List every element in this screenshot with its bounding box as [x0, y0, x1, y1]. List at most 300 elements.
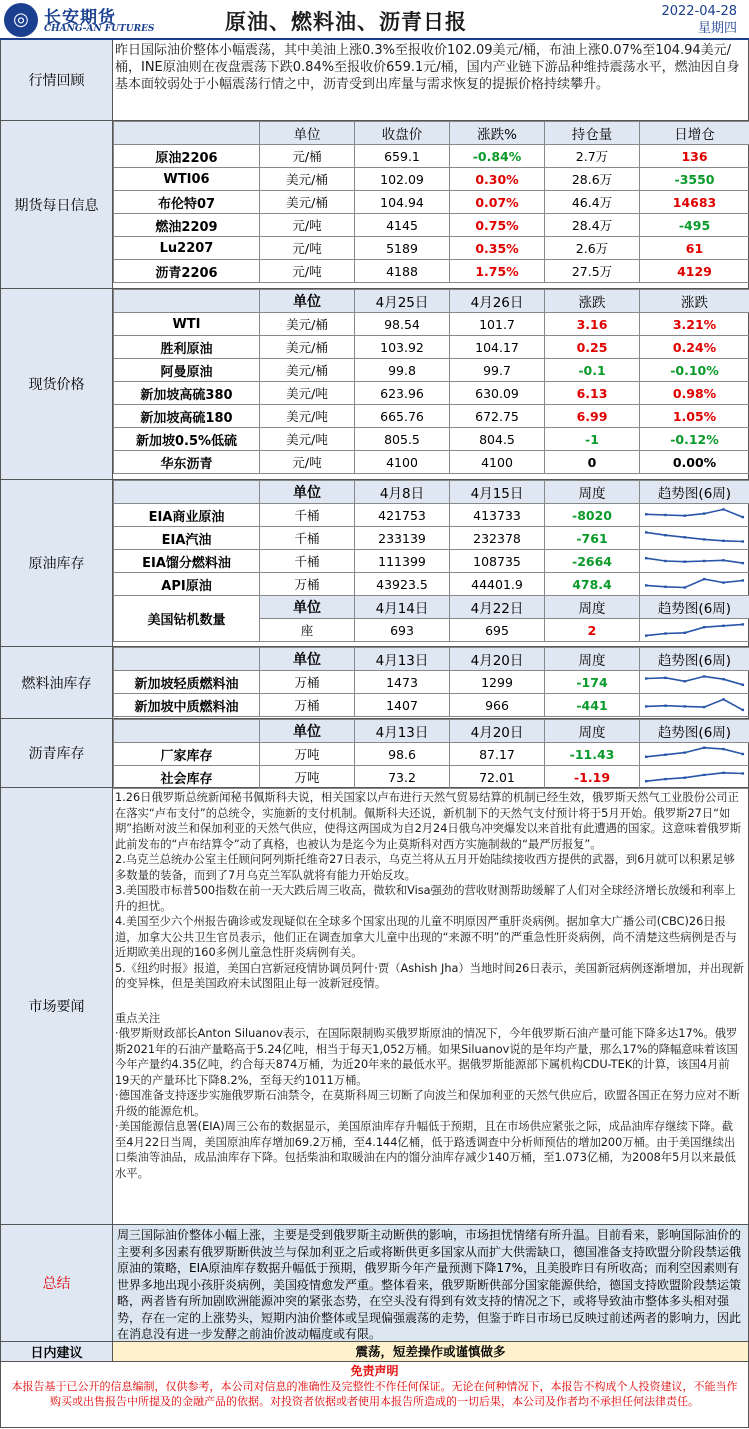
unit-cell: 元/吨 [260, 237, 355, 260]
value-cell: 232378 [450, 527, 545, 550]
trend-point [684, 777, 687, 779]
change-pct-cell: 0.07% [450, 191, 545, 214]
date-text: 2022-04-28 [661, 4, 737, 19]
trend-point [742, 772, 745, 774]
product-name: 新加坡高硫180 [114, 405, 260, 428]
news-item: 4.美国至少六个州报告确诊或发现疑似在全球多个国家出现的儿童不明原因严重肝炎病例。据加拿大广播公司(CBC)26日报道，加拿大公共卫生官员表示，他们正在调查加拿大儿童中出现的“来源不明”的严重急性肝炎病例，尚不清楚这些病例是否与近期欧美出现的160多例儿童急性肝炎病例有关。 [115, 915, 737, 959]
weekly-change-cell: -761 [545, 527, 640, 550]
col-header: 涨跌 [545, 290, 640, 313]
col-header: 4月20日 [450, 648, 545, 671]
unit-cell: 美元/桶 [260, 359, 355, 382]
change-pct-cell: 1.05% [640, 405, 749, 428]
trend-sparkline [642, 505, 747, 525]
change-pct-cell: -0.10% [640, 359, 749, 382]
trend-point [722, 625, 725, 627]
change-pct-cell: 0.35% [450, 237, 545, 260]
col-header: 4月8日 [355, 481, 450, 504]
unit-cell: 美元/吨 [260, 382, 355, 405]
price-cell: 665.76 [355, 405, 450, 428]
col-header: 4月26日 [450, 290, 545, 313]
weekday-text: 星期四 [697, 21, 737, 36]
value-cell: 73.2 [355, 766, 450, 789]
col-header: 单位 [260, 596, 355, 619]
change-cell: -0.1 [545, 359, 640, 382]
unit-cell: 元/吨 [260, 451, 355, 474]
trend-point [722, 772, 725, 774]
trend-point [742, 540, 745, 542]
section-label: 市场要闻 [1, 788, 113, 1224]
crude-inventory-section [0, 480, 749, 647]
change-pct-cell: 0.98% [640, 382, 749, 405]
table-row [114, 573, 749, 596]
trend-cell [640, 504, 749, 527]
rig-count-name: 美国钻机数量 [114, 596, 260, 642]
col-header: 持仓量 [545, 122, 640, 145]
futures-section [0, 121, 749, 289]
price-cell: 805.5 [355, 428, 450, 451]
trend-sparkline [642, 672, 747, 692]
contract-name: Lu2207 [114, 237, 260, 260]
table-row [114, 313, 749, 336]
col-header: 4月13日 [355, 648, 450, 671]
trend-point [703, 774, 706, 776]
trend-point [703, 512, 706, 514]
table-row [114, 743, 749, 766]
news-item: 1.26日俄罗斯总统新闻秘书佩斯科夫说，相关国家以卢布进行天然气贸易结算的机制已经生效，俄罗斯天然气工业股份公司正在落实“卢布支付”的总统令，实施新的支付机制。佩斯科夫还说，新机制下的天然气支付预计将于5月开始。俄罗斯27日“如期”掐断对波兰和保加利亚的天然气供应，使得这两国成为自2月24日俄乌冲突爆发以来首批有此遭遇的国家。这意味着俄罗斯此前发布的“卢布结算令”动了真格，也被认为是迄今为止莫斯科对西方实施制裁的“最严厉报复”。 [115, 791, 742, 851]
logo-name-en: CHANG-AN FUTURES [44, 24, 155, 34]
logo-name-cn: 长安期货 [44, 8, 116, 28]
col-header: 单位 [260, 122, 355, 145]
unit-cell: 千桶 [260, 550, 355, 573]
trend-line [646, 624, 743, 635]
item-name: 新加坡中质燃料油 [114, 694, 260, 717]
weekly-change-cell: -174 [545, 671, 640, 694]
trend-point [722, 678, 725, 680]
price-cell: 630.09 [450, 382, 545, 405]
trend-point [703, 706, 706, 708]
daily-oi-change-cell: 61 [640, 237, 749, 260]
value-cell: 44401.9 [450, 573, 545, 596]
weekly-change-cell: -1.19 [545, 766, 640, 789]
table-row [114, 145, 749, 168]
col-header: 趋势图(6周) [640, 596, 749, 619]
change-cell: 6.99 [545, 405, 640, 428]
table-row [114, 260, 749, 283]
col-header: 涨跌 [640, 290, 749, 313]
change-pct-cell: -0.84% [450, 145, 545, 168]
value-cell: 233139 [355, 527, 450, 550]
open-interest-cell: 28.4万 [545, 214, 640, 237]
col-header: 周度 [545, 596, 640, 619]
item-name: 厂家库存 [114, 743, 260, 766]
product-name: WTI [114, 313, 260, 336]
table-row [114, 336, 749, 359]
unit-cell: 万桶 [260, 694, 355, 717]
trend-point [645, 756, 648, 758]
trend-point [664, 534, 667, 536]
price-cell: 99.8 [355, 359, 450, 382]
change-cell: 0 [545, 451, 640, 474]
price-cell: 101.7 [450, 313, 545, 336]
table-row [114, 451, 749, 474]
report-title: 原油、燃料油、沥青日报 [225, 10, 467, 34]
trend-point [722, 748, 725, 750]
market-review-section [0, 40, 749, 121]
weekly-change-cell: -2664 [545, 550, 640, 573]
value-cell: 413733 [450, 504, 545, 527]
trend-cell [640, 766, 749, 789]
section-label: 行情回顾 [1, 40, 113, 120]
unit-cell: 元/桶 [260, 145, 355, 168]
value-cell: 966 [450, 694, 545, 717]
weekly-change-cell: -8020 [545, 504, 640, 527]
trend-sparkline [642, 620, 747, 640]
crude-inventory-table [113, 480, 749, 642]
section-label: 期货每日信息 [1, 121, 113, 288]
trend-point [664, 677, 667, 679]
change-pct-cell: 0.24% [640, 336, 749, 359]
table-row [114, 694, 749, 717]
weekly-change-cell: 478.4 [545, 573, 640, 596]
trend-line [646, 676, 743, 684]
table-header-row [114, 720, 749, 743]
product-name: 阿曼原油 [114, 359, 260, 382]
trend-sparkline [642, 574, 747, 594]
table-row [114, 527, 749, 550]
trend-point [684, 561, 687, 563]
close-cell: 4145 [355, 214, 450, 237]
unit-cell: 元/吨 [260, 214, 355, 237]
value-cell: 87.17 [450, 743, 545, 766]
trend-point [742, 684, 745, 686]
trend-line [646, 773, 743, 781]
unit-cell: 美元/桶 [260, 168, 355, 191]
change-pct-cell: 0.75% [450, 214, 545, 237]
trend-sparkline [642, 551, 747, 571]
daily-oi-change-cell: 14683 [640, 191, 749, 214]
contract-name: 原油2206 [114, 145, 260, 168]
summary-text: 周三国际油价整体小幅上涨，主要是受到俄罗斯主动断供的影响，市场担忧情绪有所升温。目前看来，影响国际油价的主要利多因素有俄罗斯断供波兰与保加利亚之后或将断供更多国家从而扩大供需缺口，德国准备支持欧盟分阶段禁运俄原油的策略，EIA原油库存数据升幅低于预期，俄罗斯今年产量预测下降17%，且美股昨日有所收高；而利空因素则有世界多地出现小孩肝炎病例，美国疫情愈发严重。整体看来，俄罗斯断供部分国家能源供给，德国支持欧盟阶段禁运策略，两者皆有所加剧欧洲能源冲突的紧张态势，在空头没有得到有效支持的情况之下，或将导致油市整体多头相对强势，存在一定的上涨势头，短期内油价整体或呈现偏强震荡的走势，但鉴于昨日市场已反映过前述两者的影响力，因此在消息没有进一步发酵之前油价波动幅度或有限。 [113, 1225, 748, 1341]
focus-item: ·美国能源信息署(EIA)周三公布的数据显示，美国原油库存升幅低于预期，且在市场供应紧张之际，成品油库存继续下降。截至4月22日当周，美国原油库存增加69.2万桶，至4.144亿桶，低于路透调查中分析师预估的增加200万桶。由于美国继续出口柴油等油品，成品油库存下降。包括柴油和取暖油在内的馏分油库存减少140万桶，至1.073亿桶，为2008年5月以来最低水平。 [115, 1120, 736, 1180]
trend-point [742, 623, 745, 625]
col-header: 趋势图(6周) [640, 720, 749, 743]
unit-cell: 千桶 [260, 504, 355, 527]
table-row [114, 214, 749, 237]
col-header: 4月25日 [355, 290, 450, 313]
trend-point [664, 560, 667, 562]
trend-point [742, 709, 745, 711]
trend-cell [640, 619, 749, 642]
item-name: EIA馏分燃料油 [114, 550, 260, 573]
price-cell: 623.96 [355, 382, 450, 405]
news-item: 2.乌克兰总统办公室主任顾问阿列斯托维奇27日表示，乌克兰将从五月开始陆续接收西方提供的武器，到6月就可以积累足够多数量的装备，而到了7月乌克兰军队就将有能力开始反攻。 [115, 853, 735, 882]
focus-item: ·德国准备支持逐步实施俄罗斯石油禁令，在莫斯科周三切断了向波兰和保加利亚的天然气供应后，欧盟各国正在努力应对不断升级的能源危机。 [115, 1089, 740, 1118]
value-cell: 72.01 [450, 766, 545, 789]
table-row [114, 382, 749, 405]
unit-cell: 万吨 [260, 743, 355, 766]
open-interest-cell: 2.7万 [545, 145, 640, 168]
contract-name: 布伦特07 [114, 191, 260, 214]
disclaimer-text: 本报告基于已公开的信息编制，仅供参考，本公司对信息的准确性及完整性不作任何保证。无论在何种情况下，本报告不构成个人投资建议，不能当作购买或出售报告中所提及的金融产品的依据。对投资者依据或者使用本报告所造成的一切后果，本公司及作者均不承担任何法律责任。 [11, 1380, 738, 1408]
spot-price-section [0, 289, 749, 480]
section-label: 燃料油库存 [1, 647, 113, 718]
table-header-row [114, 481, 749, 504]
trend-cell [640, 527, 749, 550]
trend-point [664, 754, 667, 756]
value-cell: 1407 [355, 694, 450, 717]
price-cell: 804.5 [450, 428, 545, 451]
trend-point [742, 516, 745, 518]
trend-point [664, 705, 667, 707]
trend-point [664, 632, 667, 634]
trend-line [646, 748, 743, 757]
news-item: 3.美国股市标普500指数在前一天大跌后周三收高，微软和Visa强劲的营收财测帮助缓解了人们对全球经济增长放缓和利率上升的担忧。 [115, 884, 736, 913]
product-name: 华东沥青 [114, 451, 260, 474]
summary-section [0, 1225, 749, 1342]
section-label: 原油库存 [1, 480, 113, 646]
trend-point [703, 578, 706, 580]
table-row [114, 405, 749, 428]
focus-item: ·俄罗斯财政部长Anton Siluanov表示，在国际限制购买俄罗斯原油的情况下，今年俄罗斯石油产量可能下降多达17%。俄罗斯2021年的石油产量略高于5.24亿吨，相当于每天1,052万桶。如果Siluanov说的是年均产量，那么17%的降幅意味着该国今年产量约4.35亿吨，约合每天874万桶，为近20年来的最低水平。据俄罗斯能源部下属机构CDU-TEK的计算，该国4月前19天的产量环比下降8.2%，至每天约1011万桶。 [115, 1027, 738, 1087]
report-date [661, 3, 737, 37]
contract-name: 沥青2206 [114, 260, 260, 283]
trend-point [742, 562, 745, 564]
market-news-section [0, 788, 749, 1225]
trend-point [645, 531, 648, 533]
trend-cell [640, 671, 749, 694]
unit-cell: 座 [260, 619, 355, 642]
price-cell: 98.54 [355, 313, 450, 336]
daily-oi-change-cell: 4129 [640, 260, 749, 283]
table-row [114, 504, 749, 527]
section-label: 总结 [1, 1225, 113, 1341]
trend-cell [640, 573, 749, 596]
contract-name: WTI06 [114, 168, 260, 191]
unit-cell: 万吨 [260, 766, 355, 789]
value-cell: 1299 [450, 671, 545, 694]
trend-point [664, 586, 667, 588]
close-cell: 4188 [355, 260, 450, 283]
weekly-change-cell: -11.43 [545, 743, 640, 766]
table-header-row [114, 596, 749, 619]
trend-point [664, 514, 667, 516]
change-cell: -1 [545, 428, 640, 451]
col-header: 4月15日 [450, 481, 545, 504]
intraday-advice-text: 震荡，短差操作或谨慎做多 [113, 1342, 748, 1361]
trend-point [684, 751, 687, 753]
trend-point [722, 581, 725, 583]
trend-point [645, 557, 648, 559]
trend-sparkline [642, 528, 747, 548]
value-cell: 111399 [355, 550, 450, 573]
trend-point [645, 705, 648, 707]
unit-cell: 千桶 [260, 527, 355, 550]
spot-price-table [113, 289, 749, 474]
report-header [0, 0, 749, 40]
change-cell: 6.13 [545, 382, 640, 405]
col-header: 单位 [260, 720, 355, 743]
col-header: 趋势图(6周) [640, 648, 749, 671]
trend-point [722, 559, 725, 561]
open-interest-cell: 46.4万 [545, 191, 640, 214]
col-header: 趋势图(6周) [640, 481, 749, 504]
unit-cell: 万桶 [260, 671, 355, 694]
trend-point [684, 536, 687, 538]
change-cell: 3.16 [545, 313, 640, 336]
price-cell: 4100 [355, 451, 450, 474]
intraday-advice-section [0, 1342, 749, 1362]
market-review-text: 昨日国际油价整体小幅震荡，其中美油上涨0.3%至报收价102.09美元/桶，布油上涨0.07%至104.94美元/桶，INE原油则在夜盘震荡下跌0.84%至报收价659.1元/桶，国内产业链下游品种维持震荡水平，燃油因自身基本面较弱处于小幅震荡行情之中，沥青受到出库量与需求恢复的提振价格持续攀升。 [115, 43, 740, 92]
price-cell: 103.92 [355, 336, 450, 359]
fuel-oil-inventory-section [0, 647, 749, 719]
trend-point [703, 538, 706, 540]
change-cell: 0.25 [545, 336, 640, 359]
asphalt-inventory-table [113, 719, 749, 789]
table-row [114, 359, 749, 382]
price-cell: 672.75 [450, 405, 545, 428]
col-header: 周度 [545, 720, 640, 743]
item-name: 社会库存 [114, 766, 260, 789]
value-cell: 98.6 [355, 743, 450, 766]
trend-cell [640, 550, 749, 573]
trend-point [645, 677, 648, 679]
item-name: 新加坡轻质燃料油 [114, 671, 260, 694]
daily-oi-change-cell: 136 [640, 145, 749, 168]
trend-point [645, 513, 648, 515]
table-header-row [114, 648, 749, 671]
trend-point [684, 586, 687, 588]
market-news-body [115, 790, 744, 1181]
value-cell: 108735 [450, 550, 545, 573]
trend-cell [640, 694, 749, 717]
value-cell: 693 [355, 619, 450, 642]
unit-cell: 美元/桶 [260, 313, 355, 336]
price-cell: 99.7 [450, 359, 545, 382]
trend-point [684, 515, 687, 517]
weekly-change-cell: -441 [545, 694, 640, 717]
trend-line [646, 532, 743, 541]
section-label: 日内建议 [1, 1342, 113, 1361]
trend-point [645, 780, 648, 782]
section-label: 沥青库存 [1, 719, 113, 787]
unit-cell: 万桶 [260, 573, 355, 596]
col-header: 单位 [260, 481, 355, 504]
product-name: 新加坡0.5%低硫 [114, 428, 260, 451]
close-cell: 104.94 [355, 191, 450, 214]
product-name: 胜利原油 [114, 336, 260, 359]
col-header: 周度 [545, 481, 640, 504]
trend-point [645, 584, 648, 586]
section-label: 现货价格 [1, 289, 113, 479]
trend-sparkline [642, 695, 747, 715]
open-interest-cell: 27.5万 [545, 260, 640, 283]
asphalt-inventory-section [0, 719, 749, 788]
trend-point [722, 540, 725, 542]
item-name: API原油 [114, 573, 260, 596]
trend-point [722, 698, 725, 700]
trend-line [646, 579, 743, 587]
unit-cell: 元/吨 [260, 260, 355, 283]
table-row [114, 168, 749, 191]
price-cell: 4100 [450, 451, 545, 474]
product-name: 新加坡高硫380 [114, 382, 260, 405]
trend-line [646, 699, 743, 710]
trend-point [703, 675, 706, 677]
close-cell: 659.1 [355, 145, 450, 168]
unit-cell: 美元/桶 [260, 191, 355, 214]
table-row [114, 191, 749, 214]
trend-point [645, 634, 648, 636]
price-cell: 104.17 [450, 336, 545, 359]
col-header: 4月22日 [450, 596, 545, 619]
col-header: 收盘价 [355, 122, 450, 145]
change-pct-cell: 0.00% [640, 451, 749, 474]
trend-point [742, 753, 745, 755]
trend-point [703, 560, 706, 562]
open-interest-cell: 2.6万 [545, 237, 640, 260]
open-interest-cell: 28.6万 [545, 168, 640, 191]
item-name: EIA汽油 [114, 527, 260, 550]
value-cell: 695 [450, 619, 545, 642]
trend-line [646, 558, 743, 563]
weekly-change-cell: 2 [545, 619, 640, 642]
table-row [114, 766, 749, 789]
disclaimer-section [0, 1362, 749, 1428]
fuel-oil-inventory-table [113, 647, 749, 717]
table-header-row [114, 290, 749, 313]
trend-point [684, 705, 687, 707]
table-row [114, 550, 749, 573]
contract-name: 燃油2209 [114, 214, 260, 237]
col-header: 4月13日 [355, 720, 450, 743]
table-row [114, 237, 749, 260]
trend-point [742, 579, 745, 581]
daily-oi-change-cell: -495 [640, 214, 749, 237]
close-cell: 102.09 [355, 168, 450, 191]
col-header: 单位 [260, 648, 355, 671]
trend-sparkline [642, 744, 747, 764]
value-cell: 421753 [355, 504, 450, 527]
change-pct-cell: 3.21% [640, 313, 749, 336]
trend-point [664, 778, 667, 780]
daily-oi-change-cell: -3550 [640, 168, 749, 191]
unit-cell: 美元/桶 [260, 336, 355, 359]
table-row [114, 671, 749, 694]
table-header-row [114, 122, 749, 145]
col-header: 周度 [545, 648, 640, 671]
col-header: 4月14日 [355, 596, 450, 619]
trend-point [684, 632, 687, 634]
news-item: 5.《纽约时报》报道，美国白宫新冠疫情协调员阿什·贾（Ashish Jha）当地时间26日表示，美国新冠病例逐渐增加，并出现新的变异株，但是美国政府未试图阻止每一波新冠疫情。 [115, 961, 744, 990]
col-header: 4月20日 [450, 720, 545, 743]
unit-cell: 美元/吨 [260, 405, 355, 428]
trend-line [646, 509, 743, 517]
value-cell: 1473 [355, 671, 450, 694]
value-cell: 43923.5 [355, 573, 450, 596]
change-pct-cell: 0.30% [450, 168, 545, 191]
company-logo [4, 3, 174, 37]
col-header: 单位 [260, 290, 355, 313]
trend-point [722, 508, 725, 510]
close-cell: 5189 [355, 237, 450, 260]
logo-mark-icon: ◎ [4, 3, 38, 37]
focus-title: 重点关注 [115, 1011, 161, 1025]
trend-point [703, 626, 706, 628]
col-header: 日增仓 [640, 122, 749, 145]
trend-point [684, 680, 687, 682]
item-name: EIA商业原油 [114, 504, 260, 527]
futures-table [113, 121, 749, 283]
